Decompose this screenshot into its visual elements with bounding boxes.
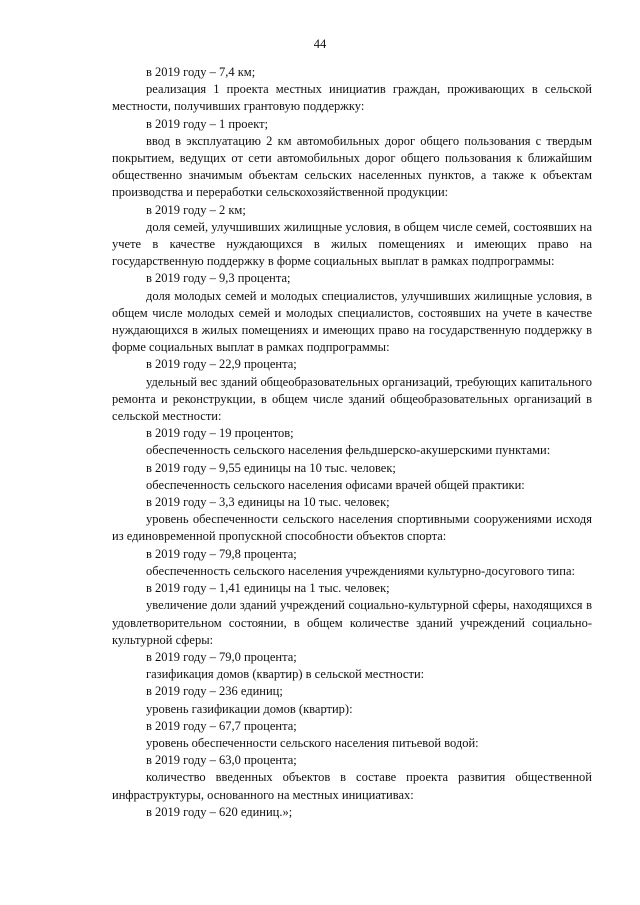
paragraph: в 2019 году – 2 км; (146, 202, 246, 217)
paragraph: ввод в эксплуатацию 2 км автомобильных дорог общего пользования с твердым покрытием, ведущих от сети автомобильных дорог общего пользования к ближайшим общественно значимым объектам сельских населенных пунктов, а также к объектам производства и переработки сельскохозяйственной продукции: (112, 133, 592, 200)
paragraph: обеспеченность сельского населения фельдшерско-акушерскими пунктами: (146, 443, 551, 458)
paragraph: обеспеченность сельского населения учреждениями культурно-досугового типа: (146, 563, 575, 578)
paragraph: в 2019 году – 63,0 процента; (146, 753, 297, 768)
page-number: 44 (313, 37, 327, 51)
paragraph: в 2019 году – 9,3 процента; (146, 271, 291, 286)
paragraph: в 2019 году – 19 процентов; (146, 426, 294, 441)
paragraph: в 2019 году – 79,0 процента; (146, 649, 297, 664)
paragraph: в 2019 году – 22,9 процента; (146, 357, 297, 372)
paragraph: в 2019 году – 67,7 процента; (146, 718, 297, 733)
paragraph: уровень обеспеченности сельского населения спортивными сооружениями исходя из единовременной пропускной способности объектов спорта: (112, 512, 592, 544)
paragraph: реализация 1 проекта местных инициатив граждан, проживающих в сельской местности, получивших грантовую поддержку: (112, 82, 592, 114)
paragraph: в 2019 году – 3,3 единицы на 10 тыс. человек; (146, 495, 390, 510)
paragraph: количество введенных объектов в составе проекта развития общественной инфраструктуры, основанного на местных инициативах: (112, 770, 592, 802)
paragraph: увеличение доли зданий учреждений социально-культурной сферы, находящихся в удовлетворительном состоянии, в общем количестве зданий учреждений социально-культурной сферы: (112, 598, 592, 647)
paragraph: газификация домов (квартир) в сельской местности: (146, 667, 425, 682)
paragraph: обеспеченность сельского населения офисами врачей общей практики: (146, 477, 525, 492)
paragraph: удельный вес зданий общеобразовательных организаций, требующих капитального ремонта и реконструкции, в общем числе зданий общеобразовательных организаций в сельской местности: (112, 374, 592, 424)
paragraph: в 2019 году – 9,55 единицы на 10 тыс. человек; (146, 460, 396, 475)
paragraph: доля семей, улучшивших жилищные условия, в общем числе семей, состоявших на учете в качестве нуждающихся в жилых помещениях и имеющих право на государственную поддержку в форме социальных выплат в рамках подпрограммы: (112, 219, 592, 269)
paragraph: уровень газификации домов (квартир): (146, 701, 353, 716)
paragraph: в 2019 году – 1,41 единицы на 1 тыс. человек; (146, 581, 390, 596)
paragraph: уровень обеспеченности сельского населения питьевой водой: (146, 735, 479, 750)
paragraph: в 2019 году – 620 единиц.»; (146, 804, 293, 819)
paragraph: в 2019 году – 79,8 процента; (146, 546, 297, 561)
paragraph: доля молодых семей и молодых специалистов, улучшивших жилищные условия, в общем числе молодых семей и молодых специалистов, состоявших на учете в качестве нуждающихся в жилых помещениях и имеющих право на государственную поддержку в форме социальных выплат в рамках подпрограммы: (112, 288, 592, 355)
paragraph: в 2019 году – 236 единиц; (146, 684, 283, 699)
paragraph: в 2019 году – 1 проект; (146, 116, 269, 131)
document-body (112, 64, 592, 821)
paragraph: в 2019 году – 7,4 км; (146, 65, 256, 79)
